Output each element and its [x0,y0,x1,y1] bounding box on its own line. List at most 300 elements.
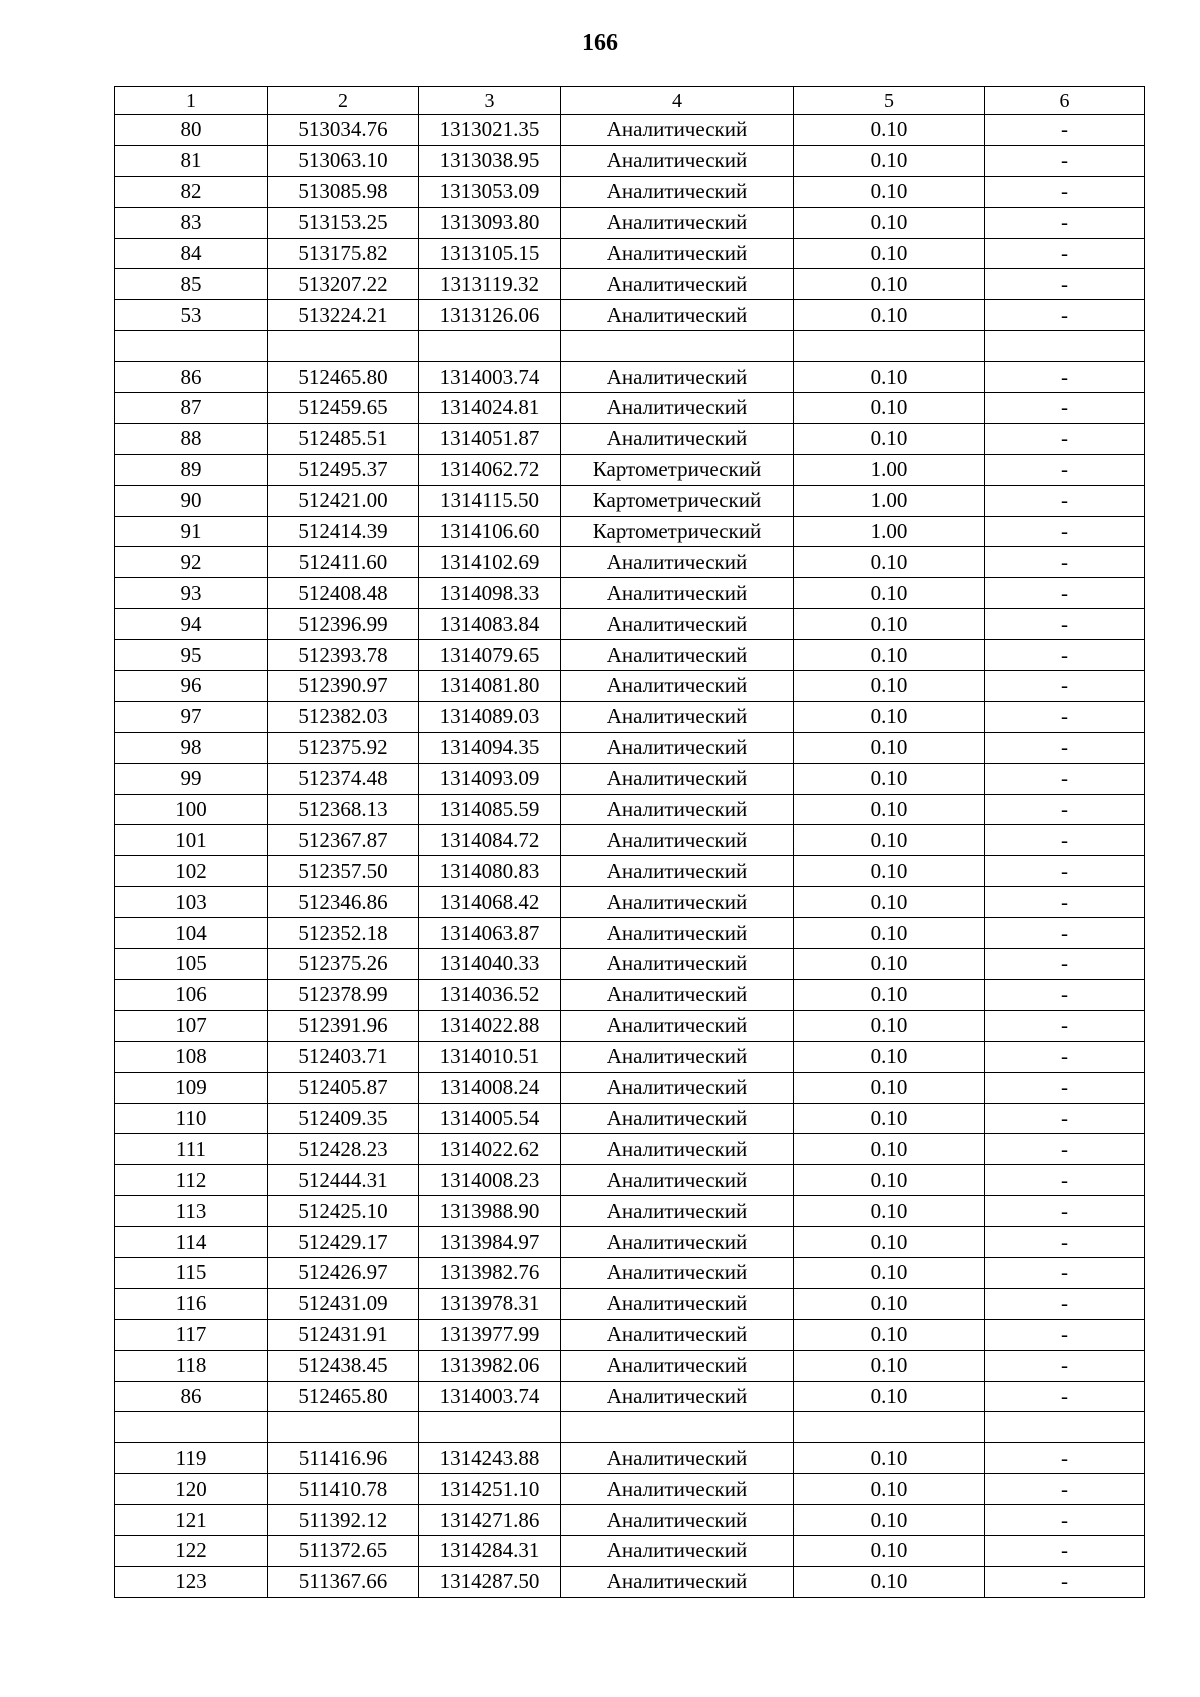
table-row [115,763,1145,794]
cell-note: - [985,1134,1145,1165]
cell-point-number: 80 [115,115,268,146]
cell-y-coordinate: 1313038.95 [419,145,561,176]
cell-note: - [985,1566,1145,1597]
cell-note [985,331,1145,362]
cell-note: - [985,1010,1145,1041]
cell-note: - [985,1196,1145,1227]
table-row-blank [115,1412,1145,1443]
cell-note: - [985,1041,1145,1072]
table-row [115,918,1145,949]
cell-accuracy: 0.10 [794,1165,985,1196]
table-row [115,1319,1145,1350]
cell-point-number: 109 [115,1072,268,1103]
cell-y-coordinate: 1313984.97 [419,1227,561,1258]
cell-accuracy: 0.10 [794,887,985,918]
cell-y-coordinate: 1314022.88 [419,1010,561,1041]
cell-accuracy: 0.10 [794,825,985,856]
cell-point-number: 110 [115,1103,268,1134]
cell-y-coordinate: 1313053.09 [419,176,561,207]
table-row [115,238,1145,269]
cell-note: - [985,1103,1145,1134]
cell-y-coordinate: 1314243.88 [419,1443,561,1474]
cell-method: Аналитический [561,269,794,300]
table-row [115,115,1145,146]
cell-accuracy: 0.10 [794,732,985,763]
cell-accuracy: 0.10 [794,207,985,238]
cell-method: Аналитический [561,949,794,980]
cell-y-coordinate: 1314008.24 [419,1072,561,1103]
cell-x-coordinate: 512426.97 [268,1257,419,1288]
cell-point-number: 90 [115,485,268,516]
cell-y-coordinate: 1314024.81 [419,393,561,424]
column-header-4: 4 [561,87,794,115]
cell-point-number: 85 [115,269,268,300]
cell-method: Аналитический [561,578,794,609]
table-row [115,176,1145,207]
cell-y-coordinate: 1314083.84 [419,609,561,640]
cell-x-coordinate: 512414.39 [268,516,419,547]
table-row [115,732,1145,763]
cell-x-coordinate: 513153.25 [268,207,419,238]
table-row [115,1443,1145,1474]
cell-x-coordinate: 512421.00 [268,485,419,516]
cell-method: Аналитический [561,1288,794,1319]
cell-method: Аналитический [561,918,794,949]
cell-note: - [985,454,1145,485]
cell-point-number: 105 [115,949,268,980]
column-header-5: 5 [794,87,985,115]
cell-note: - [985,516,1145,547]
cell-note: - [985,1474,1145,1505]
cell-point-number: 121 [115,1505,268,1536]
cell-note: - [985,794,1145,825]
cell-point-number: 120 [115,1474,268,1505]
cell-x-coordinate: 513224.21 [268,300,419,331]
cell-y-coordinate: 1314284.31 [419,1535,561,1566]
cell-point-number: 53 [115,300,268,331]
cell-method: Аналитический [561,609,794,640]
cell-point-number: 92 [115,547,268,578]
cell-x-coordinate: 511410.78 [268,1474,419,1505]
cell-accuracy: 0.10 [794,547,985,578]
cell-note: - [985,300,1145,331]
cell-accuracy: 1.00 [794,485,985,516]
cell-method: Аналитический [561,1041,794,1072]
table-row [115,701,1145,732]
cell-x-coordinate: 511367.66 [268,1566,419,1597]
table-row [115,1165,1145,1196]
cell-point-number: 93 [115,578,268,609]
cell-note: - [985,1443,1145,1474]
cell-accuracy: 0.10 [794,1227,985,1258]
cell-note: - [985,145,1145,176]
cell-point-number: 83 [115,207,268,238]
cell-accuracy: 0.10 [794,1103,985,1134]
cell-note: - [985,825,1145,856]
cell-x-coordinate: 512444.31 [268,1165,419,1196]
cell-y-coordinate: 1314062.72 [419,454,561,485]
cell-note: - [985,176,1145,207]
cell-y-coordinate: 1314040.33 [419,949,561,980]
cell-method: Аналитический [561,887,794,918]
cell-accuracy: 0.10 [794,393,985,424]
cell-note: - [985,732,1145,763]
cell-point-number: 87 [115,393,268,424]
cell-x-coordinate: 512378.99 [268,979,419,1010]
table-row [115,423,1145,454]
table-row [115,300,1145,331]
cell-method: Аналитический [561,979,794,1010]
cell-x-coordinate: 512352.18 [268,918,419,949]
cell-point-number: 104 [115,918,268,949]
cell-point-number: 106 [115,979,268,1010]
cell-note: - [985,609,1145,640]
table-row [115,362,1145,393]
cell-x-coordinate: 512485.51 [268,423,419,454]
cell-point-number: 116 [115,1288,268,1319]
cell-note: - [985,1288,1145,1319]
cell-note: - [985,547,1145,578]
cell-note: - [985,1350,1145,1381]
coordinates-table [114,86,1145,1598]
cell-point-number: 108 [115,1041,268,1072]
cell-y-coordinate: 1313021.35 [419,115,561,146]
cell-method: Аналитический [561,1350,794,1381]
cell-point-number: 98 [115,732,268,763]
cell-note [985,1412,1145,1443]
cell-x-coordinate: 513063.10 [268,145,419,176]
cell-method: Аналитический [561,825,794,856]
cell-point-number: 122 [115,1535,268,1566]
table-row [115,1010,1145,1041]
cell-y-coordinate: 1313093.80 [419,207,561,238]
cell-y-coordinate [419,1412,561,1443]
cell-y-coordinate: 1314085.59 [419,794,561,825]
table-row [115,856,1145,887]
table-row [115,207,1145,238]
cell-note: - [985,207,1145,238]
column-header-6: 6 [985,87,1145,115]
table-row [115,949,1145,980]
cell-method: Картометрический [561,485,794,516]
cell-accuracy: 0.10 [794,949,985,980]
cell-accuracy: 0.10 [794,856,985,887]
cell-note: - [985,671,1145,702]
cell-method: Картометрический [561,516,794,547]
cell-x-coordinate: 513175.82 [268,238,419,269]
cell-y-coordinate: 1314251.10 [419,1474,561,1505]
cell-point-number: 111 [115,1134,268,1165]
table-row [115,485,1145,516]
table-row [115,1134,1145,1165]
cell-accuracy: 0.10 [794,701,985,732]
cell-accuracy: 0.10 [794,1288,985,1319]
cell-accuracy: 0.10 [794,115,985,146]
table-row [115,1288,1145,1319]
cell-method: Аналитический [561,547,794,578]
cell-x-coordinate: 512429.17 [268,1227,419,1258]
cell-x-coordinate: 513034.76 [268,115,419,146]
table-row [115,1535,1145,1566]
cell-x-coordinate: 511416.96 [268,1443,419,1474]
cell-x-coordinate [268,331,419,362]
cell-method: Аналитический [561,300,794,331]
cell-method: Аналитический [561,176,794,207]
cell-accuracy: 1.00 [794,516,985,547]
table-row [115,454,1145,485]
cell-method: Аналитический [561,732,794,763]
cell-y-coordinate: 1314079.65 [419,640,561,671]
cell-x-coordinate: 512346.86 [268,887,419,918]
column-header-2: 2 [268,87,419,115]
table-row [115,640,1145,671]
table-row [115,1072,1145,1103]
cell-point-number: 96 [115,671,268,702]
cell-accuracy: 0.10 [794,763,985,794]
cell-method: Аналитический [561,393,794,424]
cell-y-coordinate: 1313126.06 [419,300,561,331]
cell-method: Картометрический [561,454,794,485]
cell-y-coordinate: 1314093.09 [419,763,561,794]
cell-note: - [985,918,1145,949]
cell-method: Аналитический [561,1072,794,1103]
cell-accuracy: 0.10 [794,423,985,454]
cell-x-coordinate: 512375.26 [268,949,419,980]
cell-method: Аналитический [561,794,794,825]
cell-note: - [985,763,1145,794]
cell-x-coordinate: 512425.10 [268,1196,419,1227]
cell-method: Аналитический [561,1381,794,1412]
cell-accuracy: 0.10 [794,640,985,671]
table-row [115,1474,1145,1505]
cell-y-coordinate: 1314084.72 [419,825,561,856]
cell-point-number: 94 [115,609,268,640]
table-row [115,1041,1145,1072]
cell-method: Аналитический [561,1257,794,1288]
cell-note: - [985,949,1145,980]
cell-x-coordinate: 512465.80 [268,362,419,393]
cell-x-coordinate: 513085.98 [268,176,419,207]
cell-y-coordinate: 1314106.60 [419,516,561,547]
table-row [115,979,1145,1010]
cell-y-coordinate [419,331,561,362]
cell-x-coordinate: 512396.99 [268,609,419,640]
cell-method: Аналитический [561,145,794,176]
cell-method: Аналитический [561,1165,794,1196]
cell-method: Аналитический [561,238,794,269]
cell-y-coordinate: 1314003.74 [419,1381,561,1412]
cell-point-number: 95 [115,640,268,671]
cell-y-coordinate: 1314098.33 [419,578,561,609]
cell-point-number: 89 [115,454,268,485]
table-row [115,269,1145,300]
cell-y-coordinate: 1313982.06 [419,1350,561,1381]
cell-point-number: 100 [115,794,268,825]
cell-y-coordinate: 1313105.15 [419,238,561,269]
cell-note: - [985,1319,1145,1350]
table-row [115,1350,1145,1381]
cell-accuracy: 0.10 [794,362,985,393]
cell-y-coordinate: 1314063.87 [419,918,561,949]
cell-method: Аналитический [561,1319,794,1350]
cell-point-number: 115 [115,1257,268,1288]
cell-note: - [985,578,1145,609]
cell-accuracy [794,331,985,362]
cell-x-coordinate: 512438.45 [268,1350,419,1381]
table-row [115,609,1145,640]
cell-point-number: 119 [115,1443,268,1474]
cell-note: - [985,979,1145,1010]
cell-x-coordinate: 512368.13 [268,794,419,825]
cell-method: Аналитический [561,1227,794,1258]
cell-point-number: 112 [115,1165,268,1196]
cell-method: Аналитический [561,1566,794,1597]
cell-method: Аналитический [561,763,794,794]
cell-method: Аналитический [561,1535,794,1566]
page-number: 166 [582,30,618,56]
cell-y-coordinate: 1314003.74 [419,362,561,393]
cell-method: Аналитический [561,1103,794,1134]
cell-method: Аналитический [561,701,794,732]
cell-note: - [985,423,1145,454]
cell-accuracy: 0.10 [794,1072,985,1103]
cell-x-coordinate: 512374.48 [268,763,419,794]
cell-y-coordinate: 1314008.23 [419,1165,561,1196]
cell-point-number: 101 [115,825,268,856]
cell-y-coordinate: 1314081.80 [419,671,561,702]
cell-y-coordinate: 1313119.32 [419,269,561,300]
cell-x-coordinate: 512391.96 [268,1010,419,1041]
cell-accuracy: 0.10 [794,145,985,176]
cell-note: - [985,1535,1145,1566]
cell-method: Аналитический [561,362,794,393]
cell-accuracy: 0.10 [794,1257,985,1288]
cell-method: Аналитический [561,1443,794,1474]
table-row [115,547,1145,578]
cell-accuracy: 0.10 [794,1381,985,1412]
cell-point-number: 86 [115,362,268,393]
cell-method: Аналитический [561,671,794,702]
cell-method: Аналитический [561,640,794,671]
cell-accuracy: 0.10 [794,1041,985,1072]
cell-accuracy: 0.10 [794,578,985,609]
cell-note: - [985,362,1145,393]
cell-x-coordinate [268,1412,419,1443]
table-row [115,1381,1145,1412]
cell-y-coordinate: 1314287.50 [419,1566,561,1597]
cell-point-number: 113 [115,1196,268,1227]
cell-point-number: 103 [115,887,268,918]
cell-y-coordinate: 1314102.69 [419,547,561,578]
cell-point-number: 84 [115,238,268,269]
table-row [115,794,1145,825]
table-row [115,578,1145,609]
column-header-3: 3 [419,87,561,115]
cell-y-coordinate: 1314022.62 [419,1134,561,1165]
cell-x-coordinate: 512431.09 [268,1288,419,1319]
table-row [115,825,1145,856]
cell-x-coordinate: 511392.12 [268,1505,419,1536]
cell-method: Аналитический [561,1134,794,1165]
cell-point-number [115,331,268,362]
table-row [115,516,1145,547]
cell-accuracy: 0.10 [794,1535,985,1566]
cell-point-number: 97 [115,701,268,732]
cell-note: - [985,393,1145,424]
cell-method: Аналитический [561,1010,794,1041]
table-row [115,393,1145,424]
cell-accuracy: 0.10 [794,1010,985,1041]
table-body [115,115,1145,1598]
cell-y-coordinate: 1314271.86 [419,1505,561,1536]
cell-accuracy: 0.10 [794,1134,985,1165]
cell-point-number: 88 [115,423,268,454]
cell-note: - [985,1072,1145,1103]
table-row-blank [115,331,1145,362]
cell-note: - [985,640,1145,671]
cell-x-coordinate: 512409.35 [268,1103,419,1134]
cell-x-coordinate: 512403.71 [268,1041,419,1072]
table-row [115,1227,1145,1258]
cell-method: Аналитический [561,1474,794,1505]
cell-note: - [985,856,1145,887]
cell-note: - [985,1381,1145,1412]
cell-accuracy: 0.10 [794,269,985,300]
cell-y-coordinate: 1314010.51 [419,1041,561,1072]
cell-note: - [985,1505,1145,1536]
table-row [115,1566,1145,1597]
cell-note: - [985,1227,1145,1258]
cell-note: - [985,115,1145,146]
cell-accuracy: 0.10 [794,238,985,269]
cell-point-number: 99 [115,763,268,794]
cell-accuracy: 1.00 [794,454,985,485]
cell-x-coordinate: 512411.60 [268,547,419,578]
table-row [115,145,1145,176]
cell-method: Аналитический [561,1505,794,1536]
cell-method: Аналитический [561,115,794,146]
table-header [115,87,1145,115]
column-header-1: 1 [115,87,268,115]
cell-accuracy: 0.10 [794,918,985,949]
cell-accuracy: 0.10 [794,1196,985,1227]
cell-accuracy: 0.10 [794,1319,985,1350]
cell-note: - [985,238,1145,269]
cell-accuracy: 0.10 [794,300,985,331]
cell-method: Аналитический [561,856,794,887]
cell-accuracy: 0.10 [794,979,985,1010]
cell-point-number: 91 [115,516,268,547]
cell-method: Аналитический [561,423,794,454]
table-row [115,1257,1145,1288]
cell-method: Аналитический [561,1196,794,1227]
cell-x-coordinate: 512382.03 [268,701,419,732]
cell-accuracy: 0.10 [794,176,985,207]
cell-y-coordinate: 1313988.90 [419,1196,561,1227]
cell-note: - [985,701,1145,732]
cell-point-number: 81 [115,145,268,176]
cell-y-coordinate: 1314080.83 [419,856,561,887]
table-row [115,1505,1145,1536]
cell-x-coordinate: 512367.87 [268,825,419,856]
cell-accuracy: 0.10 [794,794,985,825]
cell-note: - [985,1257,1145,1288]
cell-accuracy: 0.10 [794,1443,985,1474]
cell-accuracy: 0.10 [794,1350,985,1381]
cell-y-coordinate: 1314051.87 [419,423,561,454]
cell-y-coordinate: 1314089.03 [419,701,561,732]
cell-point-number: 123 [115,1566,268,1597]
